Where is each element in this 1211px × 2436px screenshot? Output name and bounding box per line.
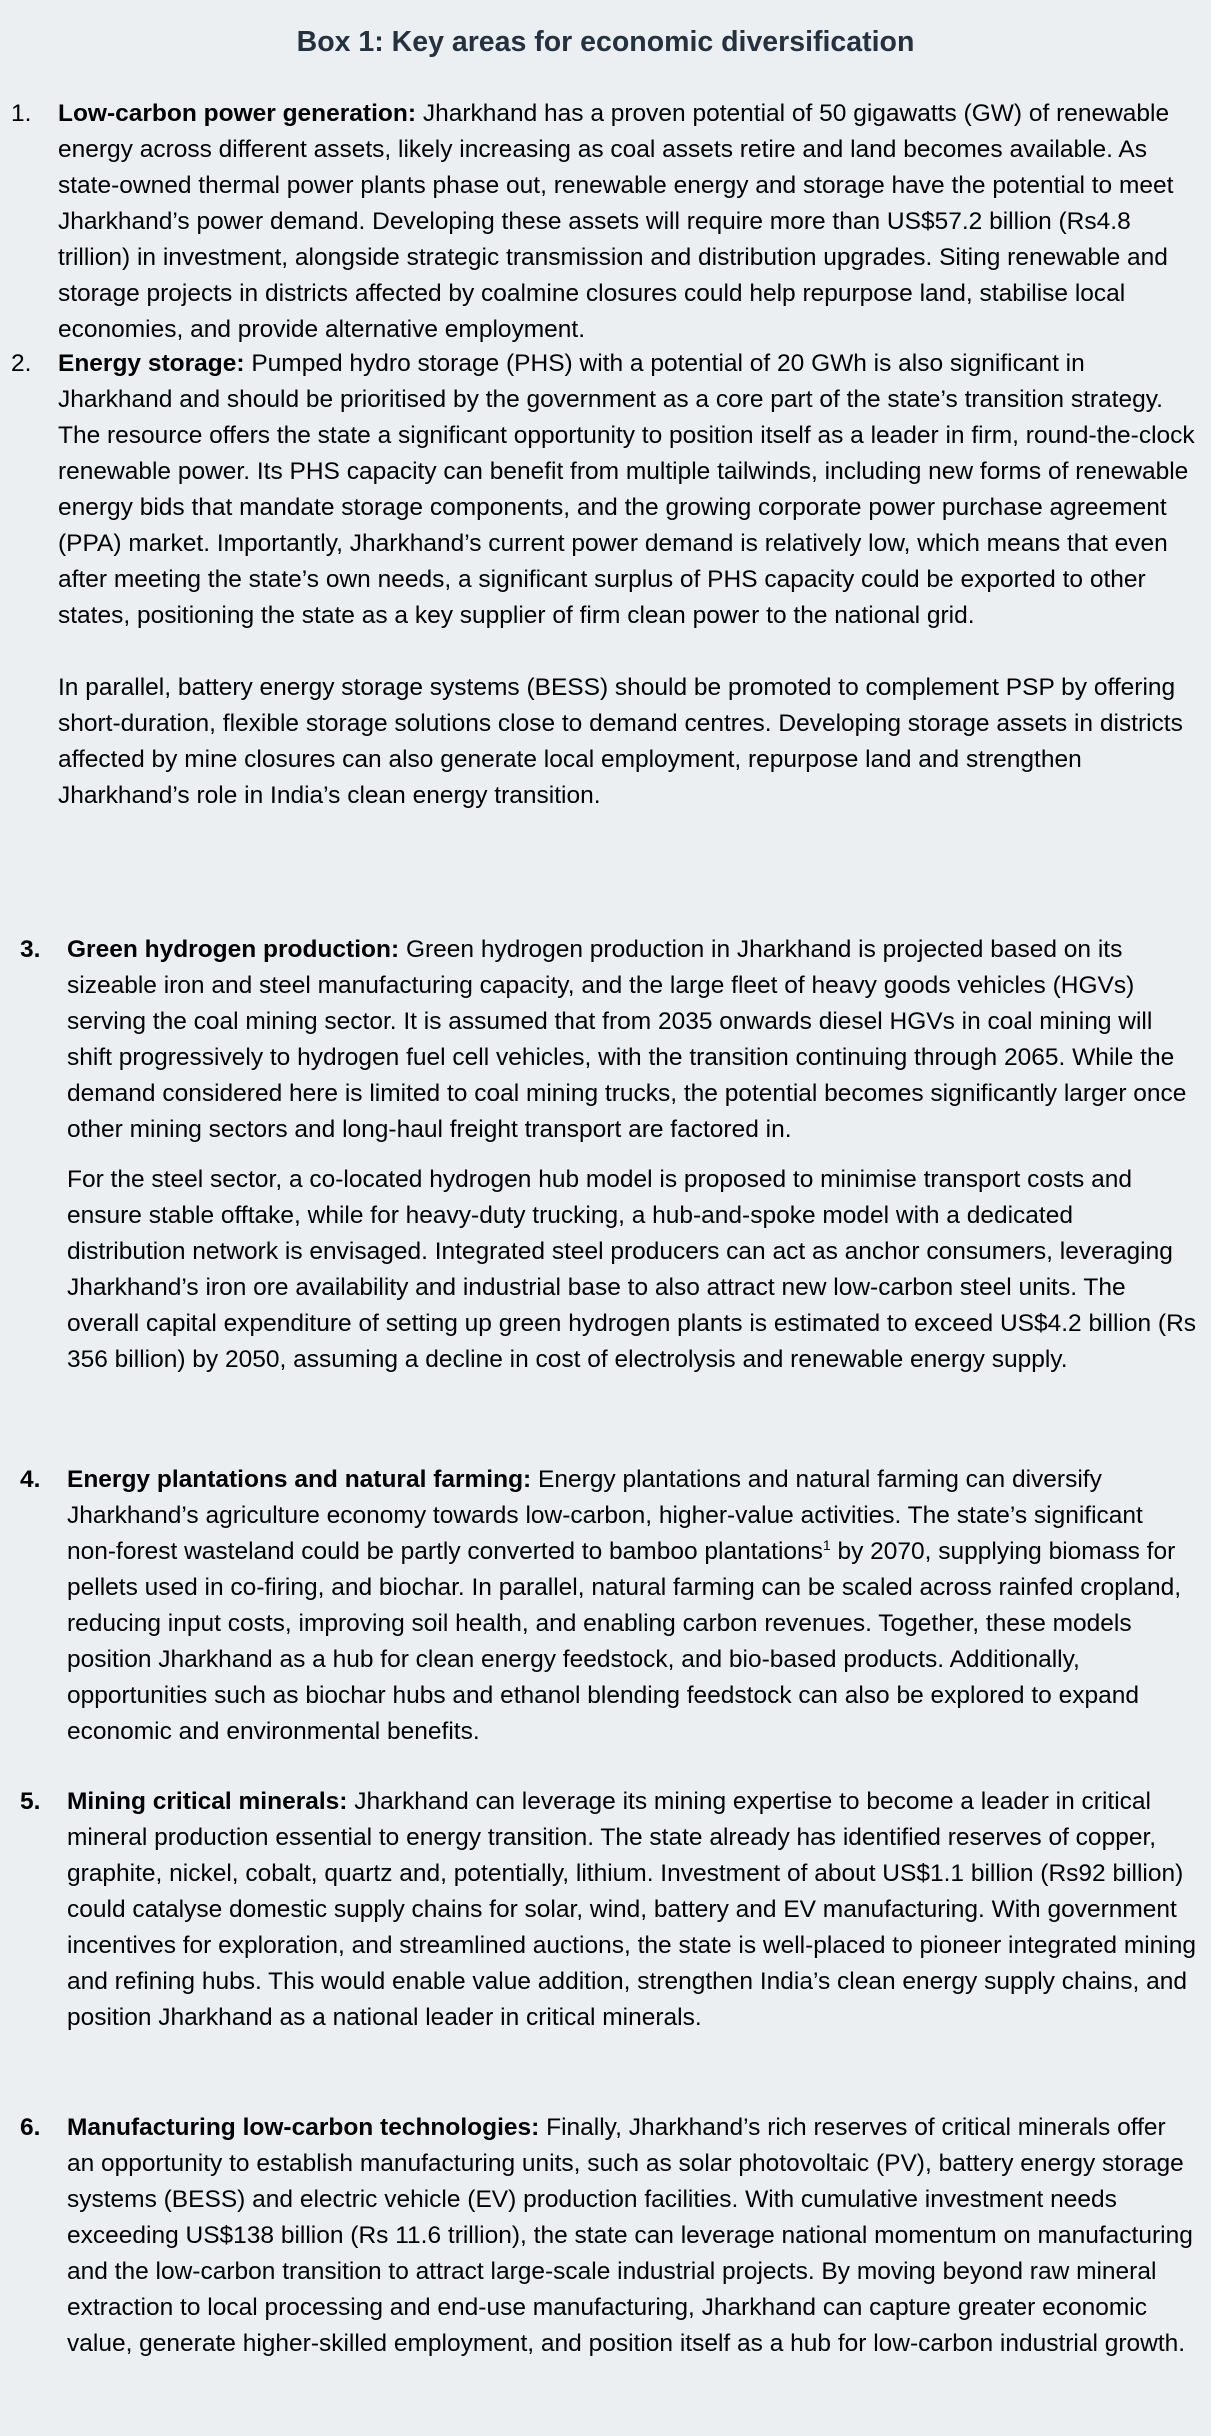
item-paragraph [58,346,1198,634]
item-text: Green hydrogen production in Jharkhand is projected based on its sizeable iron and steel manufacturing capacity, and the large fleet of heavy goods vehicles (HGVs) serving the coal mining sector. It is assumed that from 2035 onwards diesel HGVs in coal mining will shift progressively to hydrogen fuel cell vehicles, with the transition continuing through 2065. While the demand considered here is limited to coal mining trucks, the potential becomes significantly larger once other mining sectors and long-haul freight transport are factored in. [67,936,1187,1143]
item-heading: Low-carbon power generation: [58,100,416,127]
item-text: Jharkhand has a proven potential of 50 gigawatts (GW) of renewable energy across different assets, likely increasing as coal assets retire and land becomes available. As state-owned thermal power plants phase out, renewable energy and storage have the potential to meet Jharkhand’s power demand. Developing these assets will require more than US$57.2 billion (Rs4.8 trillion) in investment, alongside strategic transmission and distribution upgrades. Siting renewable and storage projects in districts affected by coalmine closures could help repurpose land, stabilise local economies, and provide alternative employment. [58,100,1174,343]
item-number: 5. [20,1788,41,1815]
item-heading: Mining critical minerals: [67,1788,348,1815]
item-text: Jharkhand can leverage its mining expertise to become a leader in critical mineral production essential to energy transition. The state already has identified reserves of copper, graphite, nickel, cobalt, quartz and, potentially, lithium. Investment of about US$1.1 billion (Rs92 billion) could catalyse domestic supply chains for solar, wind, battery and EV manufacturing. With government incentives for exploration, and streamlined auctions, the state is well-placed to pioneer integrated mining and refining hubs. This would enable value addition, strengthen India’s clean energy supply chains, and position Jharkhand as a national leader in critical minerals. [67,1788,1196,2031]
item-number: 3. [20,936,41,963]
box-title: Box 1: Key areas for economic diversification [296,26,915,58]
list-item-3 [20,932,1198,1378]
item-paragraph [67,932,1198,1148]
list-item-6 [20,2110,1198,2362]
item-number: 2. [11,350,32,377]
item-paragraph-2: For the steel sector, a co-located hydrogen hub model is proposed to minimise transport costs and ensure stable offtake, while for heavy-duty trucking, a hub-and-spoke model with a dedicated distribution network is envisaged. Integrated steel producers can act as anchor consumers, leveraging Jharkhand’s iron ore availability and industrial base to also attract new low-carbon steel units. The overall capital expenditure of setting up green hydrogen plants is estimated to exceed US$4.2 billion (Rs 356 billion) by 2050, assuming a decline in cost of electrolysis and renewable energy supply. [67,1166,1197,1373]
footnote-marker: 1 [822,1537,831,1553]
item-paragraph [67,1462,1198,1750]
item-paragraph [67,1784,1198,2036]
item-number: 1. [11,100,32,127]
item-heading: Manufacturing low-carbon technologies: [67,2114,540,2141]
item-paragraph [58,96,1198,348]
item-text: Pumped hydro storage (PHS) with a potential of 20 GWh is also significant in Jharkhand and should be prioritised by the government as a core part of the state’s transition strategy. The resource offers the state a significant opportunity to position itself as a leader in firm, round-the-clock renewable power. Its PHS capacity can benefit from multiple tailwinds, including new forms of renewable energy bids that mandate storage components, and the growing corporate power purchase agreement (PPA) market. Importantly, Jharkhand’s current power demand is relatively low, which means that even after meeting the state’s own needs, a significant surplus of PHS capacity could be exported to other states, positioning the state as a key supplier of firm clean power to the national grid. [58,350,1195,629]
item-paragraph [67,2110,1198,2362]
item-text-continued: by 2070, supplying biomass for pellets used in co-firing, and biochar. In parallel, natural farming can be scaled across rainfed cropland, reducing input costs, improving soil health, and enabling carbon revenues. Together, these models position Jharkhand as a hub for clean energy feedstock, and bio-based products. Additionally, opportunities such as biochar hubs and ethanol blending feedstock can also be explored to expand economic and environmental benefits. [67,1538,1182,1745]
item-text: Finally, Jharkhand’s rich reserves of critical minerals offer an opportunity to establish manufacturing units, such as solar photovoltaic (PV), battery energy storage systems (BESS) and electric vehicle (EV) production facilities. With cumulative investment needs exceeding US$138 billion (Rs 11.6 trillion), the state can leverage national momentum on manufacturing and the low-carbon transition to attract large-scale industrial projects. By moving beyond raw mineral extraction to local processing and end-use manufacturing, Jharkhand can capture greater economic value, generate higher-skilled employment, and position itself as a hub for low-carbon industrial growth. [67,2114,1193,2357]
list-item-1 [11,96,1198,348]
list-item-2 [11,346,1198,814]
item-paragraph-2: In parallel, battery energy storage systems (BESS) should be promoted to complement PSP by offering short-duration, flexible storage solutions close to demand centres. Developing storage assets in districts affected by mine closures can also generate local employment, repurpose land and strengthen Jharkhand’s role in India’s clean energy transition. [58,674,1183,809]
item-heading: Green hydrogen production: [67,936,400,963]
item-text: Energy plantations and natural farming can diversify Jharkhand’s agriculture economy towards low-carbon, higher-value activities. The state’s significant non-forest wasteland could be partly converted to bamboo plantations [67,1466,1143,1565]
item-heading: Energy plantations and natural farming: [67,1466,532,1493]
list-item-5 [20,1784,1198,2036]
item-number: 4. [20,1466,41,1493]
item-heading: Energy storage: [58,350,245,377]
item-number: 6. [20,2114,41,2141]
list-item-4 [20,1462,1198,1750]
